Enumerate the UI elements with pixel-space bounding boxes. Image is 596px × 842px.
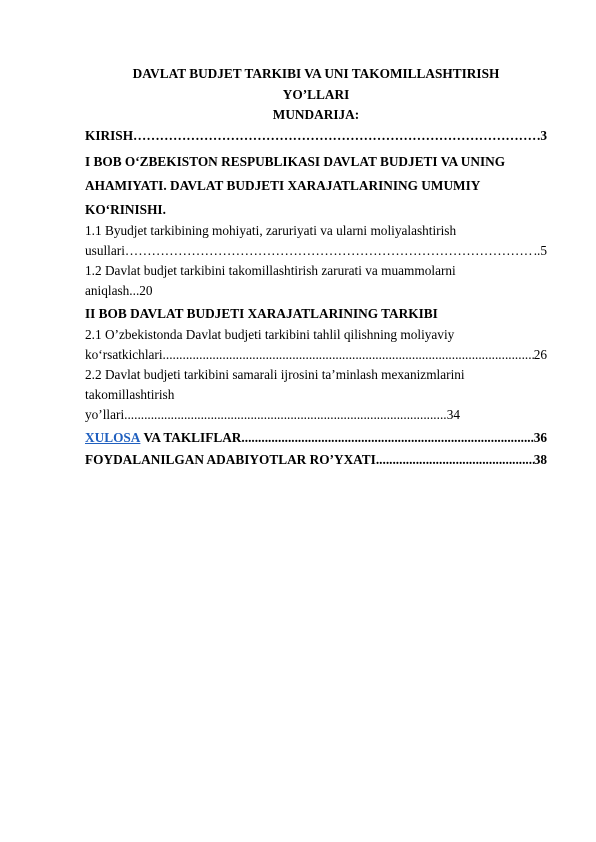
leader-dots — [163, 347, 534, 363]
toc-entry-label: yo’llari — [85, 407, 125, 422]
xulosa-link[interactable]: XULOSA — [85, 430, 141, 445]
toc-entry-1-2-line-2[interactable]: aniqlash...20 — [85, 283, 153, 298]
toc-entry-2-2-line-2[interactable]: takomillashtirish — [85, 387, 175, 402]
toc-entry-2-1-line-2[interactable] — [85, 347, 547, 363]
leader-dots — [133, 128, 540, 144]
toc-page-number: 38 — [533, 452, 547, 467]
toc-entry-xulosa[interactable] — [85, 430, 547, 446]
toc-page-number: 3 — [540, 128, 547, 143]
toc-entry-label: ko‘rsatkichlari — [85, 347, 163, 362]
leader-dots — [241, 430, 533, 446]
toc-page-number: ..5 — [533, 243, 547, 258]
leader-dots — [124, 407, 447, 423]
toc-entry-references[interactable] — [85, 452, 547, 468]
toc-chapter-1-line-2[interactable]: AHAMIYATI. DAVLAT BUDJETI XARAJATLARINING UMUMIY — [85, 178, 481, 193]
toc-chapter-1-line-3[interactable]: KO‘RINISHI. — [85, 202, 166, 217]
toc-entry-label: usullari — [85, 243, 125, 258]
toc-entry-label: KIRISH — [85, 128, 134, 143]
toc-entry-1-1-line-2[interactable] — [85, 243, 547, 259]
toc-entry-1-1-line-1[interactable]: 1.1 Byudjet tarkibining mohiyati, zaruriyati va ularni moliyalashtirish — [85, 223, 457, 238]
toc-page-number: 26 — [533, 347, 547, 362]
leader-dots — [125, 243, 534, 259]
contents-heading: MUNDARIJA: — [272, 107, 360, 122]
toc-chapter-1-line-1[interactable]: I BOB O‘ZBEKISTON RESPUBLIKASI DAVLAT BUDJETI VA UNING — [85, 154, 506, 169]
toc-entry-label: FOYDALANILGAN ADABIYOTLAR RO’YXATI — [85, 452, 376, 467]
toc-page-number: 36 — [533, 430, 547, 445]
toc-page-number: 34 — [446, 407, 460, 422]
toc-entry-kirish[interactable] — [85, 128, 547, 144]
title-line-1: DAVLAT BUDJET TARKIBI VA UNI TAKOMILLASHTIRISH — [132, 66, 500, 81]
toc-entry-2-2-line-3[interactable] — [85, 407, 460, 423]
toc-chapter-2[interactable]: II BOB DAVLAT BUDJETI XARAJATLARINING TARKIBI — [85, 306, 438, 321]
leader-dots — [376, 452, 534, 468]
toc-entry-2-2-line-1[interactable]: 2.2 Davlat budjeti tarkibini samarali ijrosini ta’minlash mexanizmlarini — [85, 367, 465, 382]
toc-entry-1-2-line-1[interactable]: 1.2 Davlat budjet tarkibini takomillashtirish zarurati va muammolarni — [85, 263, 456, 278]
title-line-2: YO’LLARI — [282, 87, 350, 102]
toc-entry-2-1-line-1[interactable]: 2.1 O’zbekistonda Davlat budjeti tarkibini tahlil qilishning moliyaviy — [85, 327, 455, 342]
toc-entry-label: VA TAKLIFLAR — [140, 430, 242, 445]
